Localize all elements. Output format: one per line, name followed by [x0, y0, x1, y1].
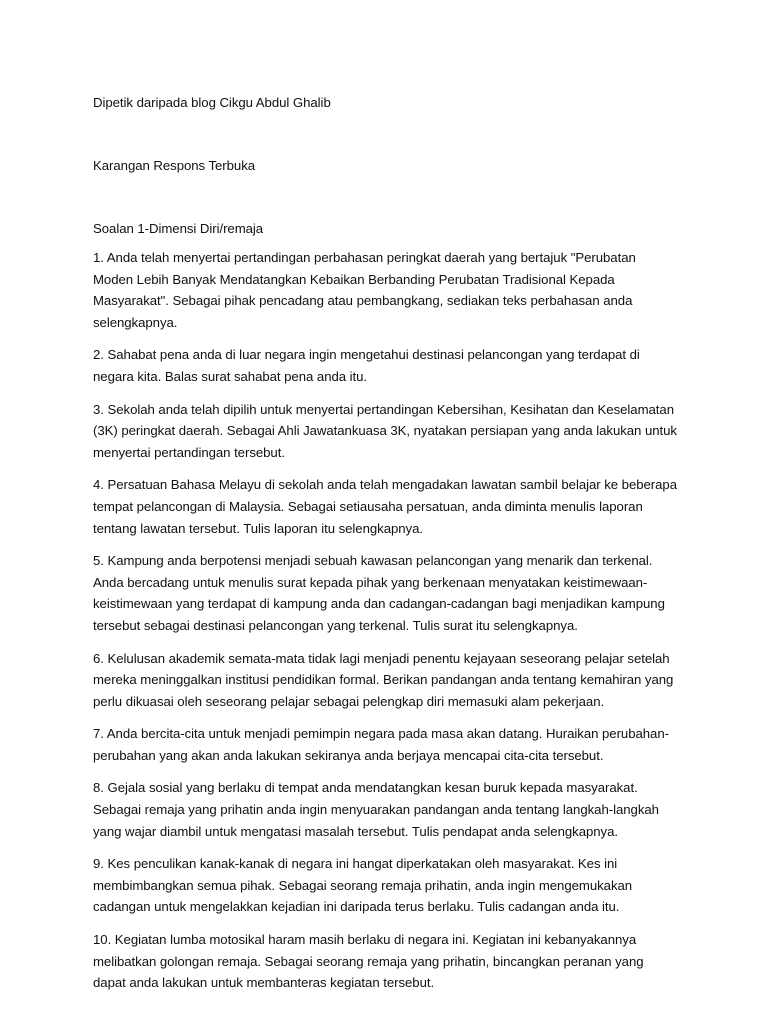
question-8: 8. Gejala sosial yang berlaku di tempat anda mendatangkan kesan buruk kepada masyarakat. Sebagai remaja yang prihatin anda ingin menyuarakan pandangan anda tentang langkah-langkah yang wajar diambil untuk mengatasi masalah tersebut. Tulis pendapat anda selengkapnya. [93, 780, 659, 839]
question-4: 4. Persatuan Bahasa Melayu di sekolah anda telah mengadakan lawatan sambil belajar ke beberapa tempat pelancongan di Malaysia. Sebagai setiausaha persatuan, anda diminta menulis laporan tentang lawatan tersebut. Tulis laporan itu selengkapnya. [93, 477, 677, 536]
question-10: 10. Kegiatan lumba motosikal haram masih berlaku di negara ini. Kegiatan ini kebanyakannya melibatkan golongan remaja. Sebagai seorang remaja yang prihatin, bincangkan peranan yang dapat anda lakukan untuk membanteras kegiatan tersebut. [93, 932, 644, 991]
question-9: 9. Kes penculikan kanak-kanak di negara ini hangat diperkatakan oleh masyarakat. Kes ini membimbangkan semua pihak. Sebagai seorang remaja prihatin, anda ingin mengemukakan cadangan untuk mengelakkan kejadian ini daripada terus berlaku. Tulis cadangan anda itu. [93, 856, 633, 915]
question-5: 5. Kampung anda berpotensi menjadi sebuah kawasan pelancongan yang menarik dan terkenal. Anda bercadang untuk menulis surat kepada pihak yang berkenaan menyatakan keistimewaan-keistimewaan yang terdapat di kampung anda dan cadangan-cadangan bagi menjadikan kampung tersebut sebagai destinasi pelancongan yang terkenal. Tulis surat itu selengkapnya. [93, 553, 665, 633]
question-1: 1. Anda telah menyertai pertandingan perbahasan peringkat daerah yang bertajuk "Perubatan Moden Lebih Banyak Mendatangkan Kebaikan Berbanding Perubatan Tradisional Kepada Masyarakat". Sebagai pihak pencadang atau pembangkang, sediakan teks perbahasan anda selengkapnya. [93, 250, 636, 330]
section-title: Soalan 1-Dimensi Diri/remaja [93, 221, 264, 236]
question-3: 3. Sekolah anda telah dipilih untuk menyertai pertandingan Kebersihan, Kesihatan dan Keselamatan (3K) peringkat daerah. Sebagai Ahli Jawatankuasa 3K, nyatakan persiapan yang anda lakukan untuk menyertai pertandingan tersebut. [93, 401, 677, 460]
question-6: 6. Kelulusan akademik semata-mata tidak lagi menjadi penentu kejayaan seseorang pelajar setelah mereka meninggalkan institusi pendidikan formal. Berikan pandangan anda tentang kemahiran yang perlu dikuasai oleh seseorang pelajar sebagai pelengkap diri memasuki alam pekerjaan. [93, 650, 674, 709]
document-heading: Karangan Respons Terbuka [93, 158, 256, 173]
question-2: 2. Sahabat pena anda di luar negara ingin mengetahui destinasi pelancongan yang terdapat di negara kita. Balas surat sahabat pena anda itu. [93, 347, 640, 384]
question-7: 7. Anda bercita-cita untuk menjadi pemimpin negara pada masa akan datang. Huraikan perubahan-perubahan yang akan anda lakukan sekiranya anda berjaya mencapai cita-cita tersebut. [93, 726, 669, 763]
source-credit: Dipetik daripada blog Cikgu Abdul Ghalib [93, 95, 331, 110]
document-body [93, 92, 678, 1005]
